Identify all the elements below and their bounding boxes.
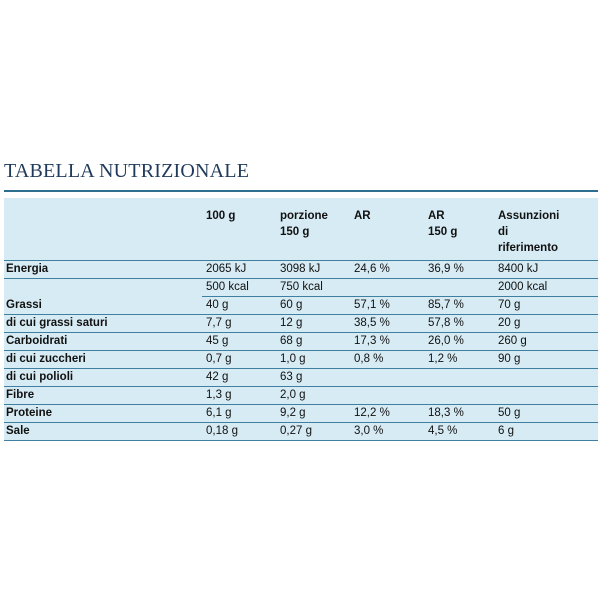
cell-100g: 7,7 g	[202, 315, 276, 333]
title-divider	[4, 190, 598, 192]
header-ar-150g-line2: 150 g	[428, 226, 458, 238]
header-ar-150g	[424, 206, 494, 261]
cell-ar: 0,8 %	[350, 351, 424, 369]
nutrition-table	[4, 206, 598, 441]
cell-porzione: 68 g	[276, 333, 350, 351]
cell-ar-150g: 4,5 %	[424, 423, 494, 441]
row-label: di cui zuccheri	[4, 351, 202, 369]
table-row	[4, 261, 598, 279]
cell-100g: 0,18 g	[202, 423, 276, 441]
cell-100g: 45 g	[202, 333, 276, 351]
row-label	[4, 279, 202, 297]
header-100g-line: 100 g	[206, 210, 236, 222]
header-100g	[202, 206, 276, 261]
cell-riferimento: 260 g	[494, 333, 598, 351]
cell-ar: 3,0 %	[350, 423, 424, 441]
header-label-column	[4, 206, 202, 261]
table-row	[4, 297, 598, 315]
cell-100g: 6,1 g	[202, 405, 276, 423]
cell-ar-150g: 36,9 %	[424, 261, 494, 279]
row-label: Proteine	[4, 405, 202, 423]
cell-ar	[350, 279, 424, 297]
row-label: Fibre	[4, 387, 202, 405]
cell-riferimento	[494, 369, 598, 387]
page-title: TABELLA NUTRIZIONALE	[4, 160, 250, 182]
header-assunzioni-line2: di	[498, 226, 509, 238]
cell-ar	[350, 387, 424, 405]
table-row	[4, 315, 598, 333]
cell-ar-150g: 26,0 %	[424, 333, 494, 351]
cell-100g: 500 kcal	[202, 279, 276, 297]
cell-riferimento: 70 g	[494, 297, 598, 315]
cell-100g: 0,7 g	[202, 351, 276, 369]
cell-ar-150g	[424, 279, 494, 297]
nutrition-table-panel	[4, 198, 598, 440]
header-assunzioni	[494, 206, 598, 261]
header-ar	[350, 206, 424, 261]
cell-ar: 24,6 %	[350, 261, 424, 279]
row-label: Energia	[4, 261, 202, 279]
cell-porzione: 63 g	[276, 369, 350, 387]
cell-100g: 1,3 g	[202, 387, 276, 405]
cell-porzione: 0,27 g	[276, 423, 350, 441]
header-assunzioni-line3: riferimento	[498, 242, 559, 254]
cell-ar-150g: 1,2 %	[424, 351, 494, 369]
row-label: Grassi	[4, 297, 202, 315]
cell-100g: 42 g	[202, 369, 276, 387]
table-row	[4, 333, 598, 351]
cell-porzione: 750 kcal	[276, 279, 350, 297]
cell-riferimento: 6 g	[494, 423, 598, 441]
table-row	[4, 423, 598, 441]
cell-riferimento: 8400 kJ	[494, 261, 598, 279]
cell-ar-150g	[424, 369, 494, 387]
cell-porzione: 60 g	[276, 297, 350, 315]
cell-riferimento	[494, 387, 598, 405]
header-porzione-line1: porzione	[280, 210, 328, 222]
row-label: di cui polioli	[4, 369, 202, 387]
cell-riferimento: 20 g	[494, 315, 598, 333]
table-row	[4, 279, 598, 297]
header-ar-line: AR	[354, 210, 371, 222]
header-ar-150g-line1: AR	[428, 210, 445, 222]
cell-ar-150g: 18,3 %	[424, 405, 494, 423]
cell-porzione: 2,0 g	[276, 387, 350, 405]
cell-porzione: 3098 kJ	[276, 261, 350, 279]
table-row	[4, 351, 598, 369]
header-porzione-line2: 150 g	[280, 226, 310, 238]
cell-ar	[350, 369, 424, 387]
table-row	[4, 405, 598, 423]
cell-ar: 17,3 %	[350, 333, 424, 351]
header-assunzioni-line1: Assunzioni	[498, 210, 560, 222]
cell-ar-150g: 57,8 %	[424, 315, 494, 333]
header-porzione	[276, 206, 350, 261]
row-label: Sale	[4, 423, 202, 441]
cell-riferimento: 2000 kcal	[494, 279, 598, 297]
cell-100g: 40 g	[202, 297, 276, 315]
table-header-row	[4, 206, 598, 261]
cell-ar: 57,1 %	[350, 297, 424, 315]
cell-ar-150g: 85,7 %	[424, 297, 494, 315]
row-label: di cui grassi saturi	[4, 315, 202, 333]
cell-porzione: 12 g	[276, 315, 350, 333]
cell-riferimento: 50 g	[494, 405, 598, 423]
cell-porzione: 9,2 g	[276, 405, 350, 423]
row-label: Carboidrati	[4, 333, 202, 351]
table-row	[4, 387, 598, 405]
cell-100g: 2065 kJ	[202, 261, 276, 279]
cell-ar: 38,5 %	[350, 315, 424, 333]
cell-ar: 12,2 %	[350, 405, 424, 423]
cell-porzione: 1,0 g	[276, 351, 350, 369]
cell-riferimento: 90 g	[494, 351, 598, 369]
cell-ar-150g	[424, 387, 494, 405]
table-row	[4, 369, 598, 387]
